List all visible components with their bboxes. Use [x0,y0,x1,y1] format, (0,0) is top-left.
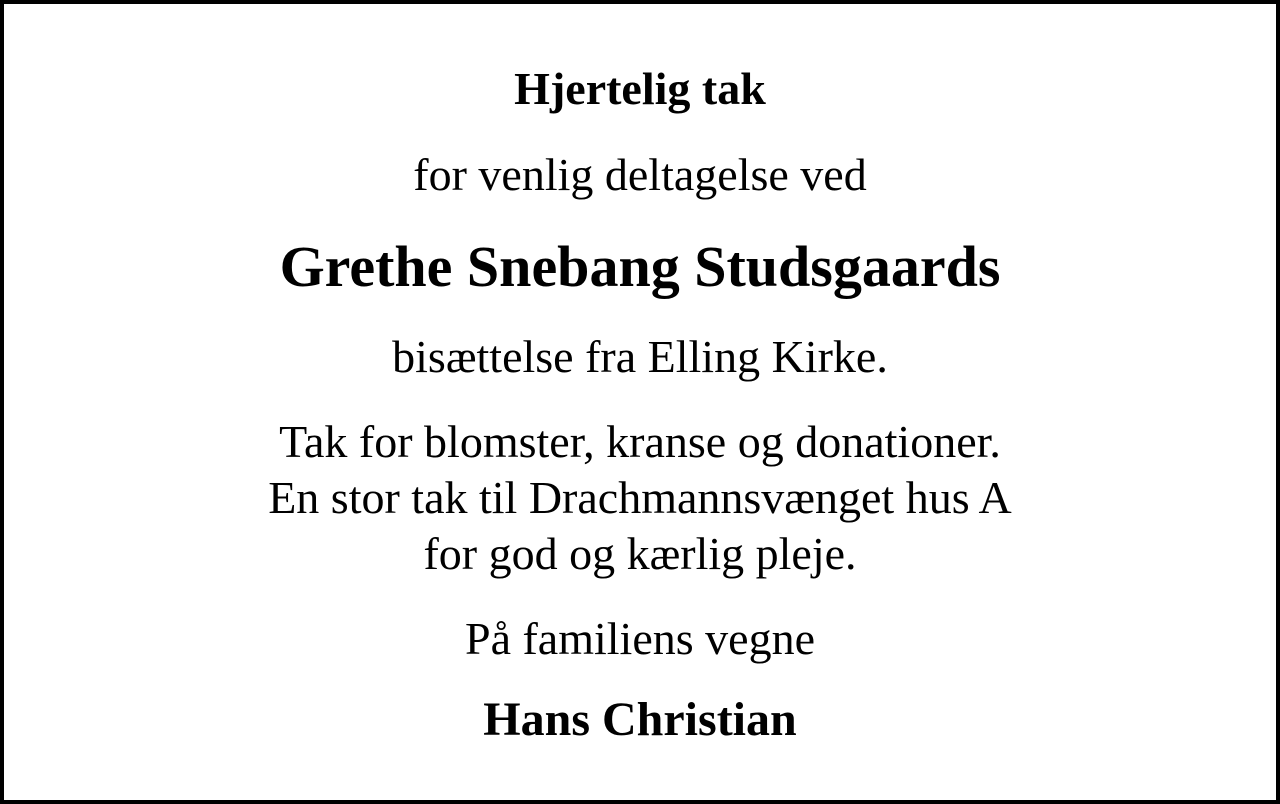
notice-subtitle: for venlig deltagelse ved [413,149,867,200]
thanks-line: for god og kærlig pleje. [423,528,857,579]
thanks-paragraph [4,414,1276,582]
thanks-line: Tak for blomster, kranse og donationer. [279,416,1001,467]
signature-name: Hans Christian [483,693,797,746]
regards-text: På familiens vegne [464,613,815,664]
thanks-line: En stor tak til Drachmannsvænget hus A [268,472,1012,523]
notice-heading: Hjertelig tak [514,63,766,114]
deceased-name: Grethe Snebang Studsgaards [279,234,1001,299]
funeral-location: bisættelse fra Elling Kirke. [392,331,888,382]
